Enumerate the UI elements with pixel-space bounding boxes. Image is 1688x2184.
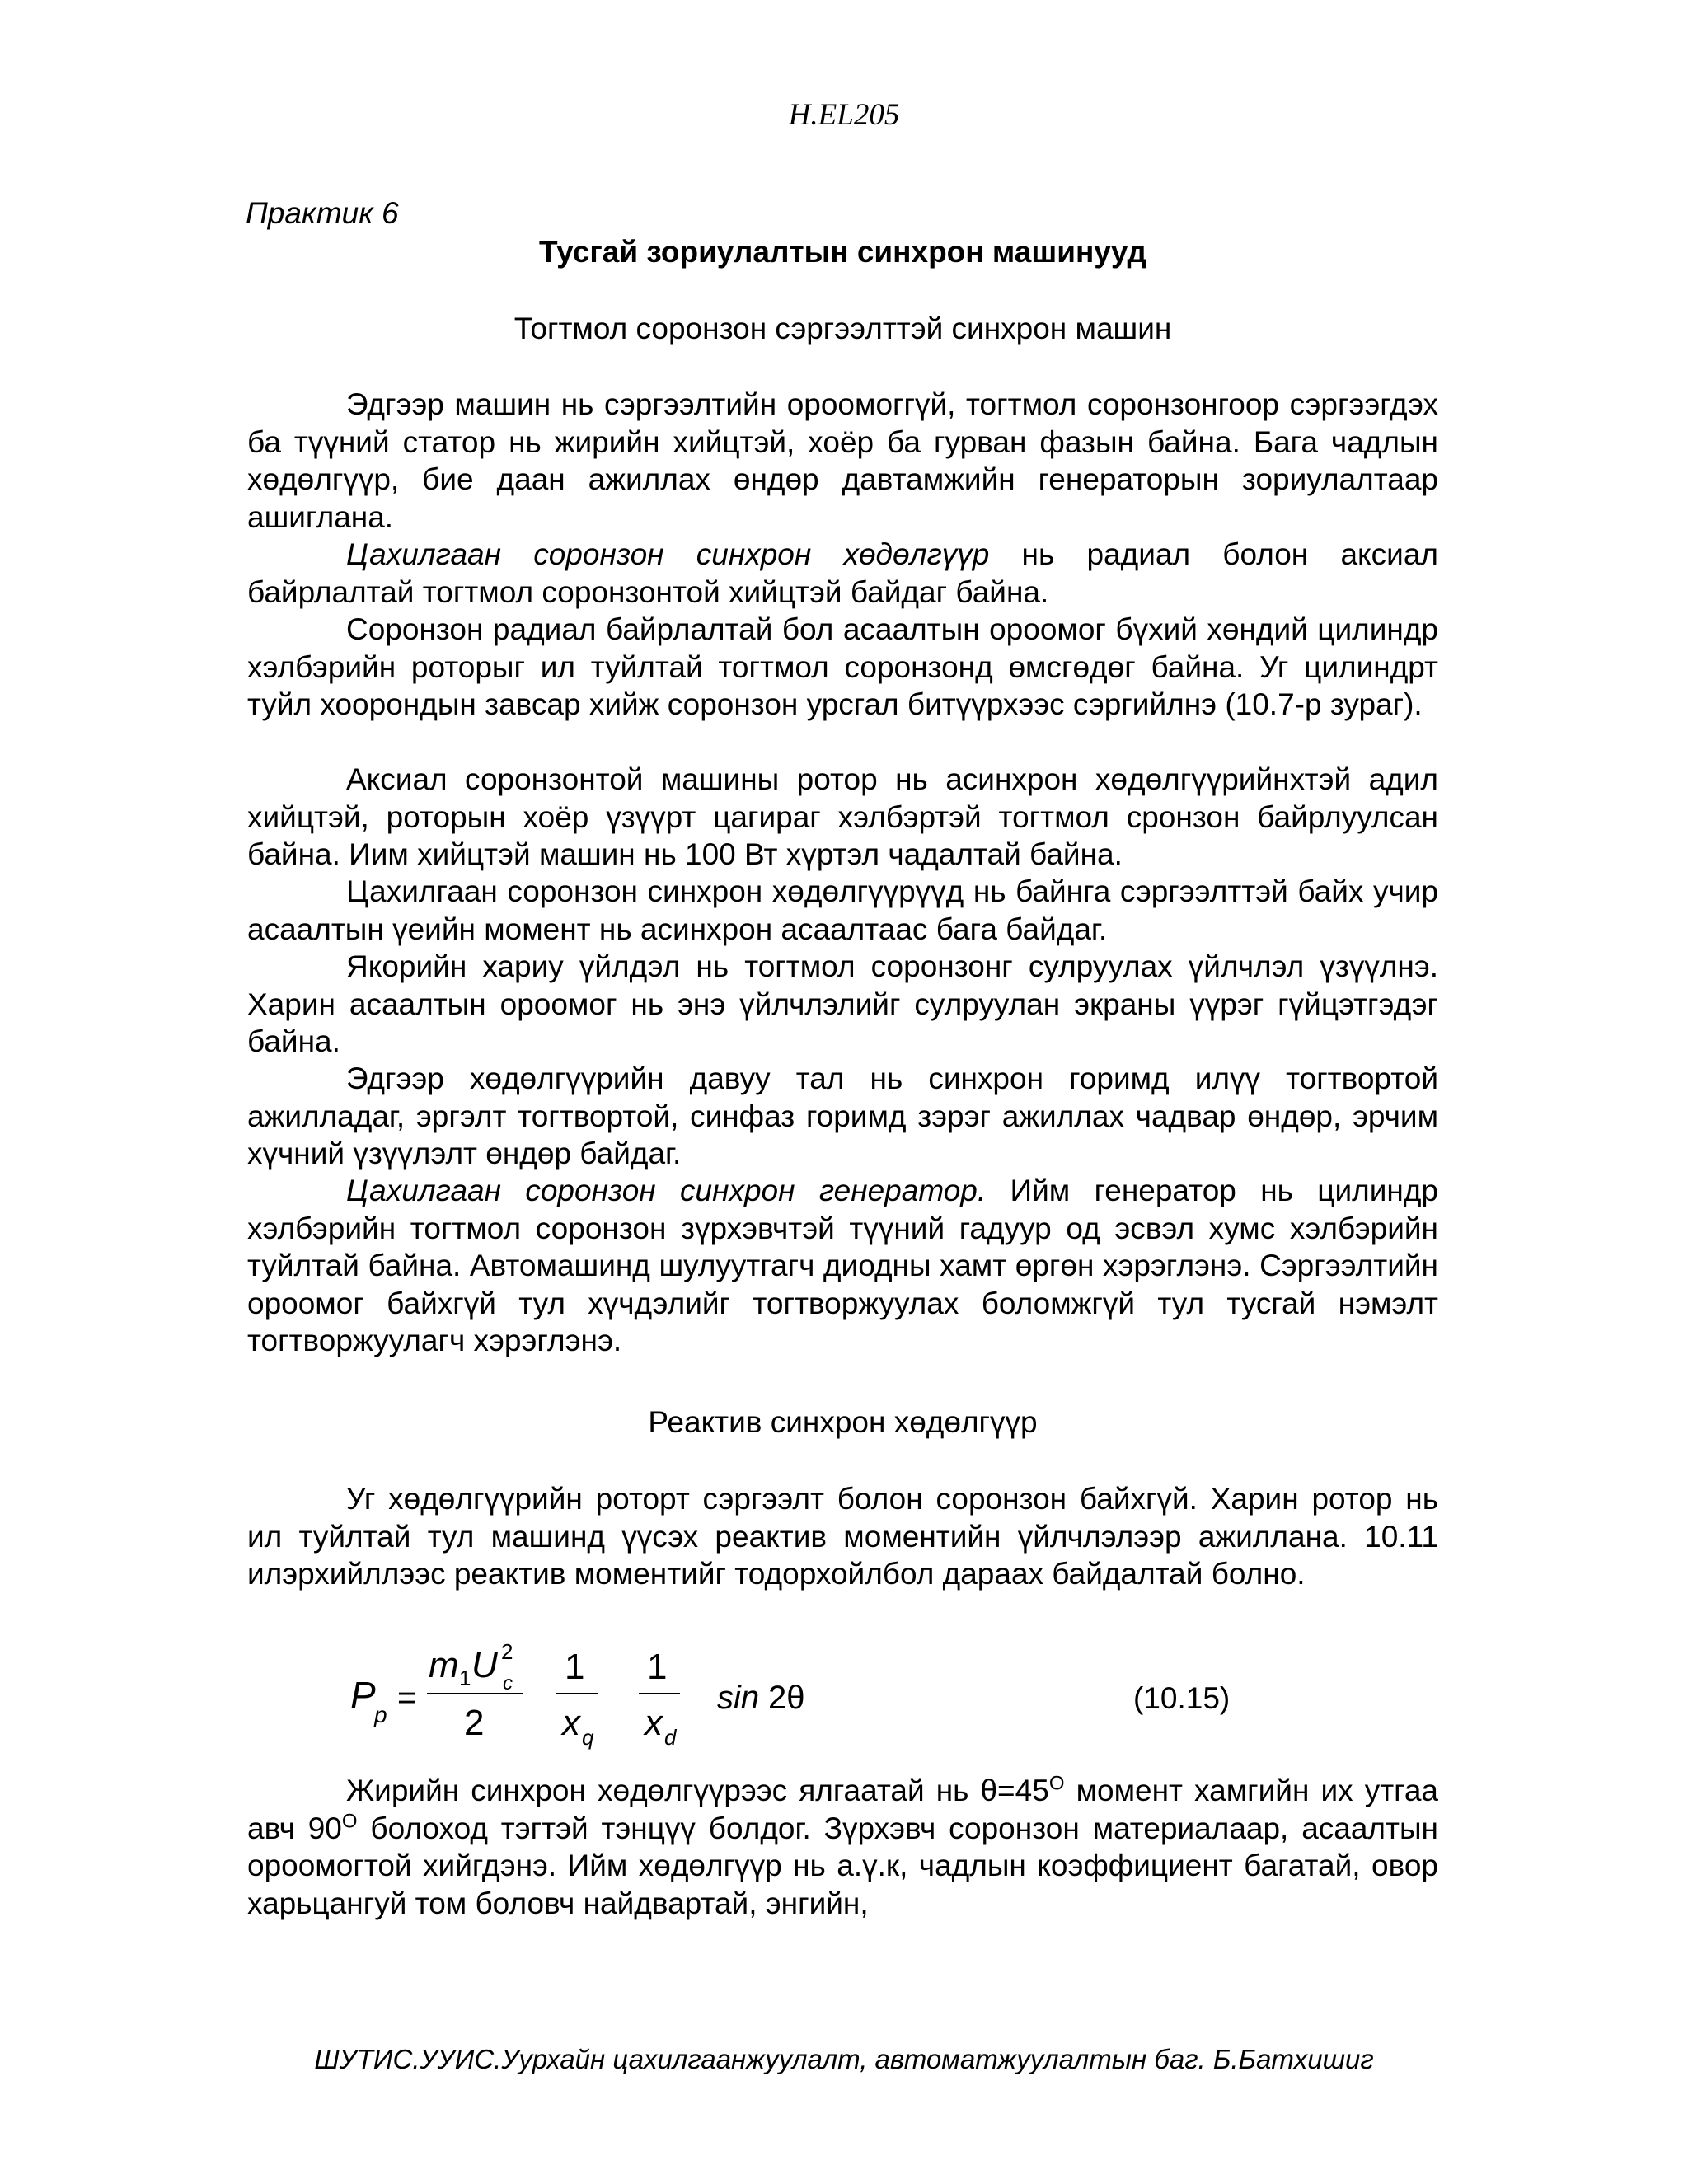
formula-num-u: U (471, 1645, 498, 1685)
formula-num-m-sub: 1 (459, 1666, 471, 1690)
formula-lhs: P (350, 1674, 376, 1717)
page-header-code: H.EL205 (788, 98, 900, 132)
superscript: O (341, 1810, 358, 1833)
formula-sin-arg: 2θ (768, 1680, 805, 1716)
italic-term: Цахилгаан соронзон синхрон хөдөлгүүр (346, 537, 990, 571)
formula-number: (10.15) (1133, 1681, 1231, 1715)
formula-num-u-sup: 2 (501, 1639, 513, 1664)
formula-lhs-sub: p (374, 1702, 387, 1727)
page-footer: ШУТИС.УУИС.Уурхайн цахилгаанжуулалт, автоматжуулалтын баг. Б.Батхишиг (314, 2044, 1374, 2074)
italic-term: Цахилгаан соронзон синхрон генератор. (346, 1174, 987, 1207)
formula-10-15 (346, 1636, 1335, 1764)
paragraph-text: болоход тэгтэй тэнцүү болдог. Зүрхэвч соронзон материалаар, асаалтын ороомогтой хийгдэнэ. Ийм хөдөлгүүр нь а.ү.к, чадлын коэффициент багатай, овор харьцангуй том боловч найдвартай, энгийн, (247, 1811, 1438, 1920)
formula-one-b: 1 (647, 1647, 668, 1687)
formula-equals: = (397, 1680, 417, 1716)
formula-xq-sub: q (582, 1725, 594, 1750)
paragraph: Эдгээр машин нь сэргээлтийн ороомоггүй, тогтмол соронзонгоор сэргээгдэх ба түүний статор нь жирийн хийцтэй, хоёр ба гурван фазын байна. Бага чадлын хөдөлгүүр, бие даан ажиллах өндөр давтамжийн генераторын зориулалтаар ашиглана. (247, 387, 1438, 534)
section-heading-permanent-magnet: Тогтмол соронзон сэргээлттэй синхрон машин (513, 312, 1172, 345)
paragraph (247, 1772, 1438, 1922)
paragraph-text: момент хамгийн их утгаа авч 90 (247, 1774, 1438, 1845)
formula-xd: x (645, 1703, 663, 1743)
section-heading-reactive: Реактив синхрон хөдөлгүүр (648, 1405, 1038, 1439)
paragraph: Эдгээр хөдөлгүүрийн давуу тал нь синхрон горимд илүү тогтвортой ажилладаг, эргэлт тогтвортой, синфаз горимд зэрэг ажиллах чадвар өндөр, эрчим хүчний үзүүлэлт өндөр байдаг. (247, 1062, 1438, 1170)
paragraph-text: Жирийн синхрон хөдөлгүүрээс ялгаатай нь θ=45 (346, 1774, 1049, 1807)
formula-xq: x (562, 1703, 580, 1743)
paragraph (247, 1172, 1438, 1360)
superscript: O (1048, 1772, 1065, 1795)
paragraph-text: нь радиал болон аксиал байрлалтай тогтмол соронзонтой хийцтэй байдаг байна. (247, 537, 1438, 609)
paragraph: Соронзон радиал байрлалтай бол асаалтын ороомог бүхий хөндий цилиндр хэлбэрийн роторыг ил туйлтай тогтмол соронзонд өмсгөдөг байна. Уг цилиндрт туйл хоорондын завсар хийж соронзон урсгал битүүрхээс сэргийлнэ (10.7-р зураг). (247, 612, 1438, 721)
paragraph: Уг хөдөлгүүрийн роторт сэргээлт болон соронзон байхгүй. Харин ротор нь ил туйлтай тул машинд үүсэх реактив моментийн үйлчлэлээр ажиллана. 10.11 илэрхийллээс реактив моментийг тодорхойлбол дараах байдалтай болно. (247, 1482, 1438, 1591)
paragraph: Якорийн хариу үйлдэл нь тогтмол соронзонг сулруулах үйлчлэл үзүүлнэ. Харин асаалтын ороомог нь энэ үйлчлэлийг сулруулан экраны үүрэг гүйцэтгэдэг байна. (247, 949, 1438, 1058)
paragraph: Цахилгаан соронзон синхрон хөдөлгүүрүүд нь байнга сэргээлттэй байх учир асаалтын үеийн момент нь асинхрон асаалтаас бага байдаг. (247, 874, 1438, 946)
paragraph-text: Ийм генератор нь цилиндр хэлбэрийн тогтмол соронзон зүрхэвчтэй түүний гадуур од эсвэл хумс хэлбэрийн туйлтай байна. Автомашинд шулуутгагч диодны хамт өргөн хэрэглэнэ. Сэргээлтийн ороомог байхгүй тул хүчдэлийг тогтворжуулах боломжгүй тул тусгай нэмэлт тогтворжуулагч хэрэглэнэ. (247, 1174, 1439, 1357)
formula-den-2: 2 (464, 1703, 485, 1743)
formula-one-a: 1 (565, 1647, 585, 1687)
formula-sin: sin (717, 1680, 760, 1716)
page-title: Тусгай зориулалтын синхрон машинууд (538, 235, 1147, 269)
practice-label: Практик 6 (246, 196, 399, 230)
formula-num-u-sub: c (503, 1672, 513, 1694)
formula-num-m: m (429, 1645, 459, 1685)
formula-xd-sub: d (664, 1725, 677, 1750)
paragraph: Аксиал соронзонтой машины ротор нь асинхрон хөдөлгүүрийнхтэй адил хийцтэй, роторын хоёр үзүүрт цагираг хэлбэртэй тогтмол сронзон байрлуулсан байна. Иим хийцтэй машин нь 100 Вт хүртэл чадалтай байна. (247, 762, 1438, 871)
paragraph (247, 536, 1438, 611)
